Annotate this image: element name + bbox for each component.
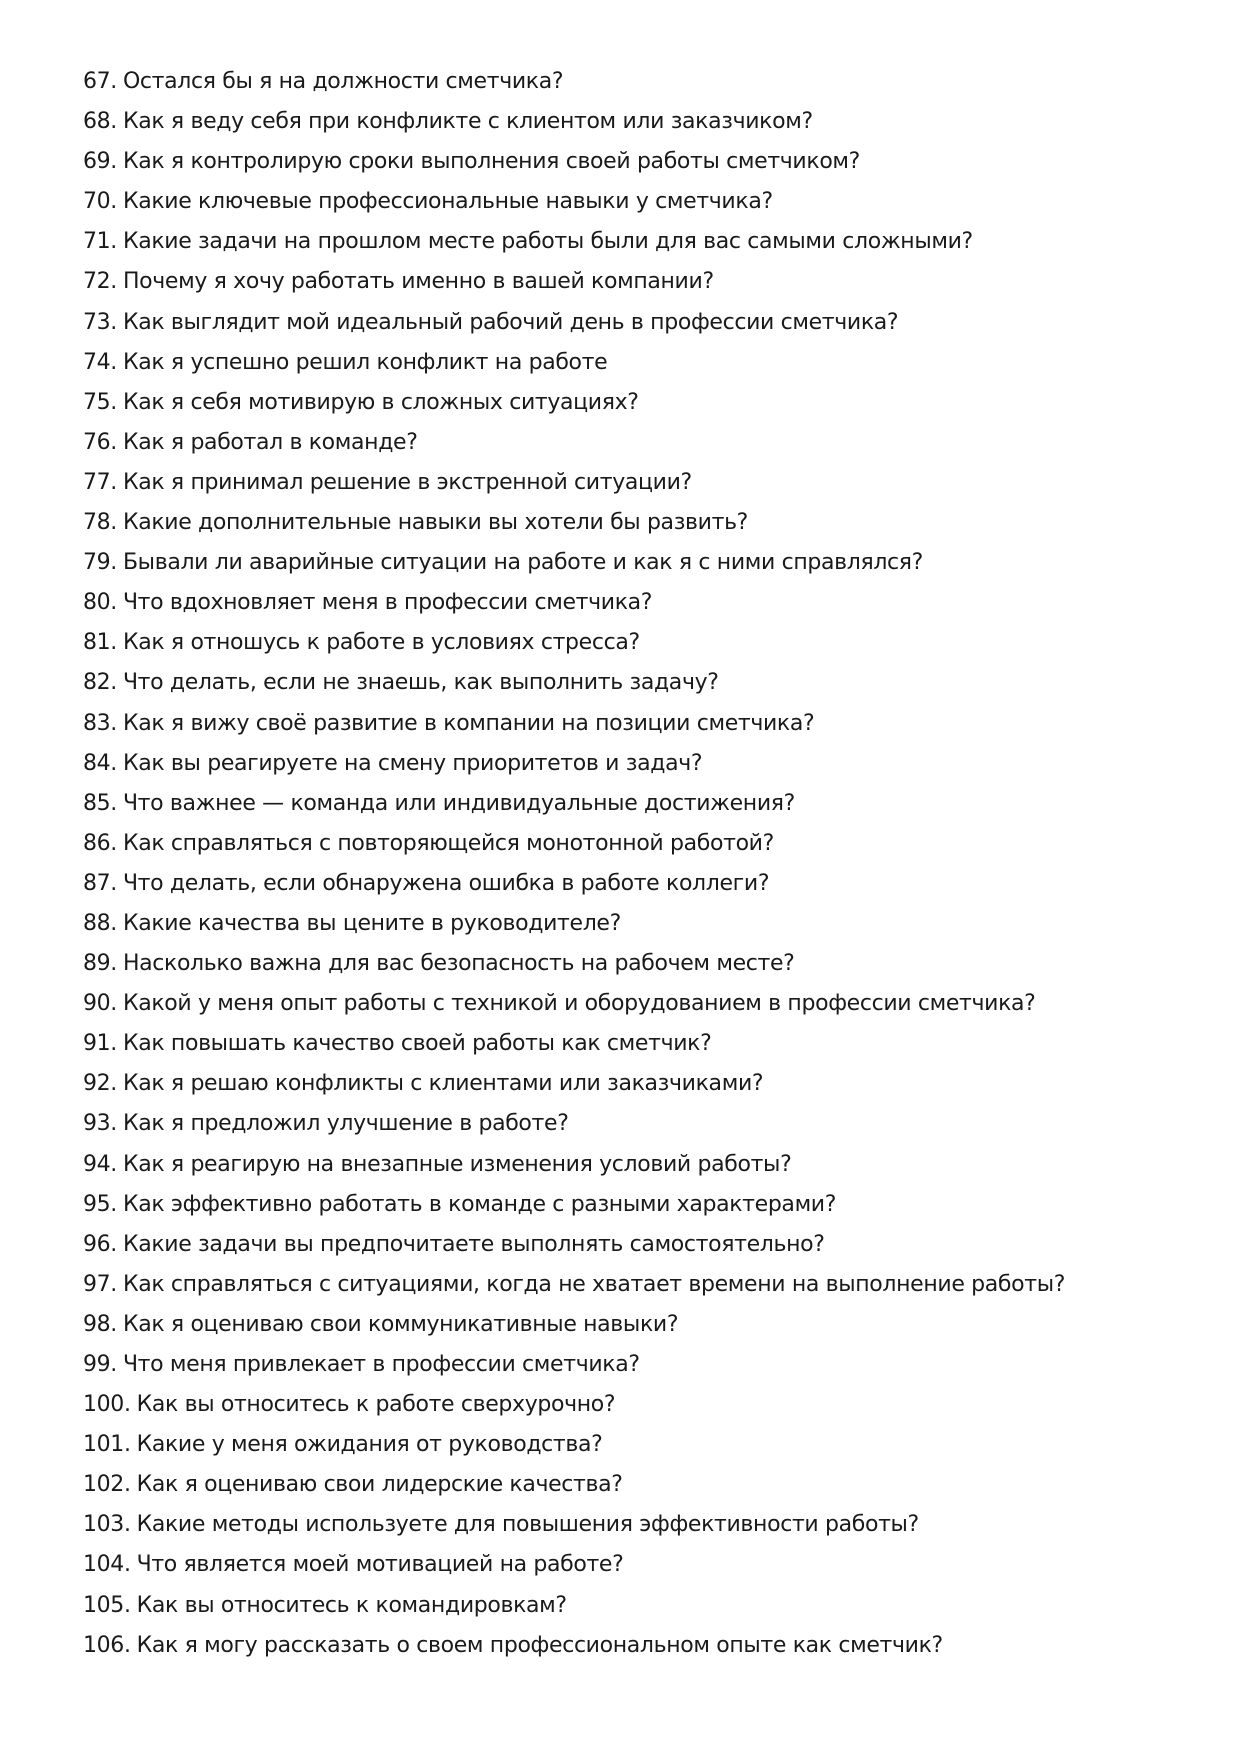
question-number: 81.: [83, 630, 117, 656]
question-number: 100.: [83, 1392, 131, 1418]
question-text: Как эффективно работать в команде с разными характерами?: [122, 1191, 837, 1217]
question-text: Какой у меня опыт работы с техникой и оборудованием в профессии сметчика?: [122, 991, 1036, 1017]
question-item: [83, 1305, 1183, 1345]
question-number: 94.: [83, 1151, 117, 1177]
question-text: Бывали ли аварийные ситуации на работе и как я с ними справлялся?: [122, 550, 924, 576]
question-number: 76.: [83, 429, 117, 455]
question-item: [83, 142, 1183, 182]
question-text: Как я оцениваю свои коммуникативные навыки?: [122, 1311, 679, 1337]
question-text: Как я себя мотивирую в сложных ситуациях?: [122, 389, 639, 415]
question-text: Как я отношусь к работе в условиях стресса?: [122, 630, 640, 656]
question-item: [83, 1545, 1183, 1585]
question-number: 104.: [83, 1552, 131, 1578]
question-number: 101.: [83, 1432, 131, 1458]
question-text: Что вдохновляет меня в профессии сметчика?: [122, 590, 653, 616]
question-item: [83, 1225, 1183, 1265]
question-text: Как вы относитесь к командировкам?: [136, 1592, 567, 1618]
question-item: [83, 262, 1183, 302]
question-item: [83, 864, 1183, 904]
question-item: [83, 744, 1183, 784]
question-number: 77.: [83, 469, 117, 495]
question-number: 91.: [83, 1031, 117, 1057]
question-text: Что является моей мотивацией на работе?: [136, 1552, 624, 1578]
question-text: Остался бы я на должности сметчика?: [122, 69, 564, 94]
question-item: [83, 343, 1183, 383]
question-item: [83, 904, 1183, 944]
question-text: Почему я хочу работать именно в вашей компании?: [122, 269, 714, 295]
question-number: 71.: [83, 229, 117, 255]
question-item: [83, 623, 1183, 663]
question-text: Как я успешно решил конфликт на работе: [122, 349, 608, 375]
question-text: Какие ключевые профессиональные навыки у сметчика?: [122, 189, 773, 215]
question-text: Как повышать качество своей работы как сметчик?: [122, 1031, 712, 1057]
question-number: 73.: [83, 309, 117, 335]
question-number: 90.: [83, 991, 117, 1017]
question-number: 72.: [83, 269, 117, 295]
question-list: [83, 62, 1183, 1666]
question-number: 68.: [83, 109, 117, 135]
question-number: 92.: [83, 1071, 117, 1097]
question-number: 88.: [83, 910, 117, 936]
question-item: [83, 463, 1183, 503]
question-text: Какие задачи вы предпочитаете выполнять самостоятельно?: [122, 1231, 825, 1257]
question-text: Как я реагирую на внезапные изменения условий работы?: [122, 1151, 792, 1177]
question-number: 99.: [83, 1352, 117, 1377]
question-item: [83, 182, 1183, 222]
question-number: 87.: [83, 870, 117, 896]
question-number: 78.: [83, 510, 117, 536]
question-number: 69.: [83, 149, 117, 175]
question-number: 80.: [83, 590, 117, 616]
question-number: 93.: [83, 1111, 117, 1137]
question-text: Как я работал в команде?: [122, 429, 418, 455]
question-text: Насколько важна для вас безопасность на рабочем месте?: [122, 951, 795, 977]
question-number: 96.: [83, 1231, 117, 1257]
question-number: 67.: [83, 69, 117, 94]
question-text: Как я оцениваю свои лидерские качества?: [136, 1472, 623, 1498]
question-text: Как выглядит мой идеальный рабочий день в профессии сметчика?: [122, 309, 899, 335]
question-number: 105.: [83, 1592, 131, 1618]
question-text: Какие методы используете для повышения эффективности работы?: [136, 1512, 919, 1538]
question-number: 86.: [83, 830, 117, 856]
question-item: [83, 383, 1183, 423]
question-item: [83, 944, 1183, 984]
question-item: [83, 1425, 1183, 1465]
question-item: [83, 543, 1183, 583]
question-item: [83, 1345, 1183, 1385]
question-item: [83, 1024, 1183, 1064]
question-item: [83, 663, 1183, 703]
question-text: Как я решаю конфликты с клиентами или заказчиками?: [122, 1071, 764, 1097]
question-item: [83, 102, 1183, 142]
question-number: 102.: [83, 1472, 131, 1498]
question-item: [83, 303, 1183, 343]
question-text: Как я веду себя при конфликте с клиентом или заказчиком?: [122, 109, 813, 135]
question-item: [83, 583, 1183, 623]
question-text: Как я контролирую сроки выполнения своей работы сметчиком?: [122, 149, 861, 175]
question-number: 95.: [83, 1191, 117, 1217]
question-text: Как вы реагируете на смену приоритетов и задач?: [122, 750, 703, 776]
question-text: Какие дополнительные навыки вы хотели бы развить?: [122, 510, 749, 536]
question-text: Какие задачи на прошлом месте работы были для вас самыми сложными?: [122, 229, 973, 255]
question-item: [83, 1064, 1183, 1104]
question-number: 98.: [83, 1311, 117, 1337]
question-item: [83, 1505, 1183, 1545]
question-number: 70.: [83, 189, 117, 215]
question-item: [83, 1185, 1183, 1225]
question-number: 74.: [83, 349, 117, 375]
question-text: Что делать, если обнаружена ошибка в работе коллеги?: [122, 870, 770, 896]
question-number: 83.: [83, 710, 117, 736]
question-item: [83, 1465, 1183, 1505]
question-number: 89.: [83, 951, 117, 977]
question-number: 79.: [83, 550, 117, 576]
question-item: [83, 984, 1183, 1024]
question-item: [83, 1265, 1183, 1305]
question-item: [83, 1586, 1183, 1626]
question-item: [83, 784, 1183, 824]
question-item: [83, 62, 1183, 102]
question-text: Что важнее — команда или индивидуальные достижения?: [122, 790, 795, 816]
question-number: 84.: [83, 750, 117, 776]
question-text: Как я могу рассказать о своем профессиональном опыте как сметчик?: [136, 1632, 943, 1658]
question-text: Какие качества вы цените в руководителе?: [122, 910, 621, 936]
question-number: 82.: [83, 670, 117, 696]
question-text: Как я вижу своё развитие в компании на позиции сметчика?: [122, 710, 815, 736]
question-text: Какие у меня ожидания от руководства?: [136, 1432, 603, 1458]
question-item: [83, 503, 1183, 543]
question-item: [83, 222, 1183, 262]
question-number: 106.: [83, 1632, 131, 1658]
question-item: [83, 423, 1183, 463]
question-item: [83, 1145, 1183, 1185]
question-text: Как я принимал решение в экстренной ситуации?: [122, 469, 692, 495]
question-text: Как справляться с повторяющейся монотонной работой?: [122, 830, 774, 856]
question-item: [83, 704, 1183, 744]
question-number: 103.: [83, 1512, 131, 1538]
question-item: [83, 1626, 1183, 1666]
question-text: Что меня привлекает в профессии сметчика?: [122, 1352, 640, 1377]
question-number: 97.: [83, 1271, 117, 1297]
question-item: [83, 824, 1183, 864]
question-item: [83, 1385, 1183, 1425]
question-item: [83, 1104, 1183, 1144]
question-number: 75.: [83, 389, 117, 415]
question-text: Как я предложил улучшение в работе?: [122, 1111, 569, 1137]
question-text: Как справляться с ситуациями, когда не хватает времени на выполнение работы?: [122, 1271, 1066, 1297]
question-text: Как вы относитесь к работе сверхурочно?: [136, 1392, 616, 1418]
question-number: 85.: [83, 790, 117, 816]
question-text: Что делать, если не знаешь, как выполнить задачу?: [122, 670, 719, 696]
